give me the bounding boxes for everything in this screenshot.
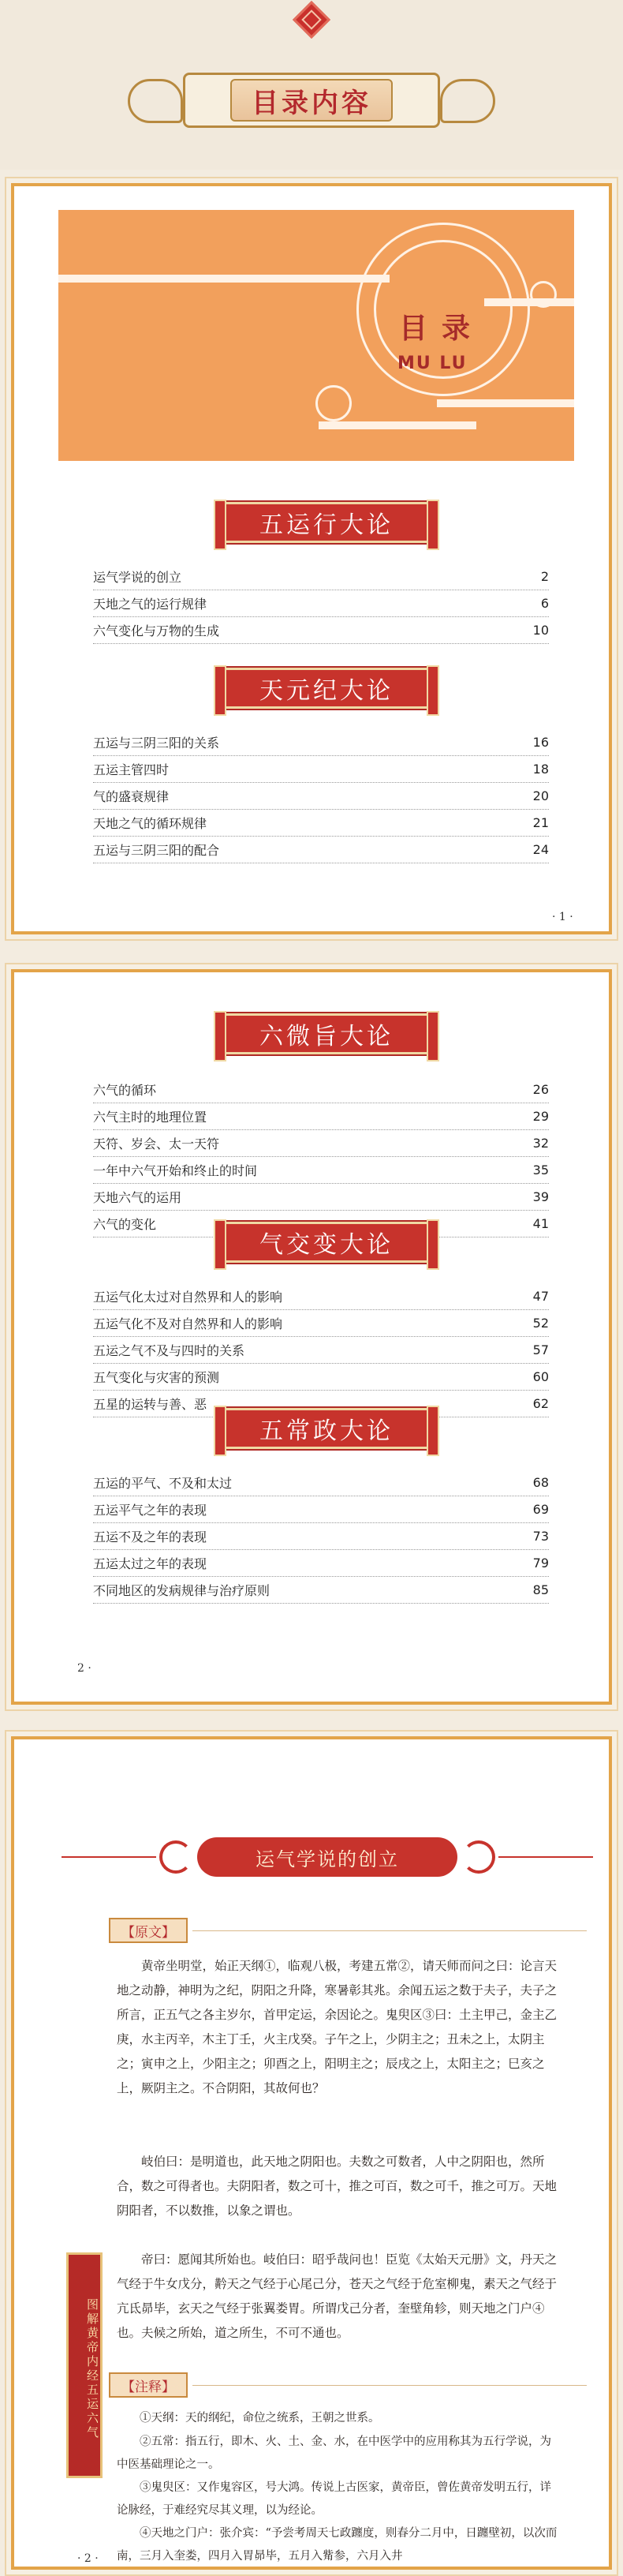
note-item: ③鬼臾区：又作鬼容区，号大鸿。传说上古医家，黄帝臣，曾佐黄帝发明五行，详论脉经，于难经究尽其义理，以为经论。 [117, 2481, 551, 2517]
original-text-label: 【原文】 [121, 1924, 175, 1941]
toc-entry-page: 47 [530, 1289, 549, 1304]
toc-entry[interactable] [93, 1130, 549, 1157]
toc-entry-title: 气的盛衰规律 [93, 787, 172, 805]
toc-entry[interactable] [93, 1496, 549, 1523]
toc-entry[interactable] [93, 564, 549, 590]
content-panel-3 [11, 1736, 612, 2570]
toc-entry-title: 不同地区的发病规律与治疗原则 [93, 1581, 273, 1599]
section-heading-text: 运气学说的创立 [256, 1848, 399, 1870]
toc-entry-page: 79 [530, 1556, 549, 1571]
toc-entry-title: 五运的平气、不及和太过 [93, 1473, 235, 1492]
toc-entry-page: 41 [530, 1216, 549, 1231]
section-heading [197, 1837, 457, 1877]
toc-entry[interactable] [93, 590, 549, 617]
toc-entry-page: 57 [530, 1342, 549, 1357]
toc-entry[interactable] [93, 729, 549, 756]
toc-entry-title: 五气变化与灾害的预测 [93, 1368, 222, 1386]
section-banner [222, 1408, 431, 1449]
toc-entry-page: 68 [530, 1475, 549, 1490]
toc-entry-title: 六气主时的地理位置 [93, 1107, 210, 1125]
section-title: 五运行大论 [259, 511, 394, 539]
toc-entry-title: 天地之气的循环规律 [93, 814, 210, 832]
mulu-cover-image [58, 210, 574, 461]
section-title: 气交变大论 [259, 1231, 394, 1259]
toc-entry-title: 五运气化太过对自然界和人的影响 [93, 1287, 285, 1305]
page-number: 2 · [77, 1662, 91, 1675]
cloud-ornament-right-icon [440, 79, 495, 123]
toc-entry[interactable] [93, 1577, 549, 1604]
toc-entry[interactable] [93, 1103, 549, 1130]
original-paragraph: 帝曰：愿闻其所始也。岐伯曰：昭乎哉问也！臣览《太始天元册》文，丹天之气经于牛女戊分，黅天之气经于心尾己分，苍天之气经于危室柳鬼，素天之气经于亢氐昴毕，玄天之气经于张翼娄胃。所谓戊己分者，奎壁角轸，则天地之门户④也。夫候之所始，道之所生，不可不通也。 [117, 2252, 558, 2340]
toc-entry-title: 六气的变化 [93, 1215, 159, 1233]
note-item: ②五常：指五行，即木、火、土、金、水，在中医学中的应用称其为五行学说，为中医基础理论之一。 [117, 2436, 551, 2471]
toc-entry-page: 39 [530, 1189, 549, 1204]
band-ornament [484, 298, 574, 306]
toc-list [93, 564, 549, 644]
section-title: 五常政大论 [259, 1417, 394, 1445]
toc-entry-page: 29 [530, 1109, 549, 1124]
section-banner [222, 1013, 431, 1054]
original-text-tag [109, 1918, 188, 1943]
toc-entry-page: 2 [538, 569, 549, 584]
cloud-ornament-left-icon [128, 79, 183, 123]
toc-entry-page: 32 [530, 1136, 549, 1151]
toc-entry[interactable] [93, 783, 549, 810]
toc-entry[interactable] [93, 756, 549, 783]
toc-entry-title: 五运之气不及与四时的关系 [93, 1341, 248, 1359]
toc-entry-page: 85 [530, 1582, 549, 1597]
page-header [0, 0, 623, 170]
mulu-title-cn: 目录 [399, 312, 485, 345]
toc-entry[interactable] [93, 1550, 549, 1577]
toc-entry[interactable] [93, 1523, 549, 1550]
page-title: 目录内容 [252, 87, 371, 119]
section-title: 天元纪大论 [259, 677, 394, 705]
toc-entry[interactable] [93, 1470, 549, 1496]
notes-label: 【注释】 [121, 2379, 175, 2395]
toc-panel-1 [11, 183, 612, 934]
toc-entry[interactable] [93, 1283, 549, 1310]
toc-entry-page: 18 [530, 762, 549, 777]
toc-list [93, 1283, 549, 1417]
band-ornament [437, 399, 574, 407]
band-ornament [319, 421, 476, 429]
toc-entry-title: 天地六气的运用 [93, 1188, 185, 1206]
vertical-book-tag: 图解黄帝内经五运六气 [66, 2252, 103, 2478]
toc-entry-page: 73 [530, 1529, 549, 1544]
toc-entry-page: 35 [530, 1163, 549, 1178]
toc-entry-page: 10 [530, 623, 549, 638]
toc-entry-title: 五运气化不及对自然界和人的影响 [93, 1314, 285, 1332]
ring-ornament [315, 385, 352, 421]
toc-entry-title: 五运与三阴三阳的配合 [93, 841, 222, 859]
toc-entry-title: 五运不及之年的表现 [93, 1527, 210, 1545]
toc-panel-2 [11, 969, 612, 1705]
toc-entry-title: 五运太过之年的表现 [93, 1554, 210, 1572]
section-rule-right [498, 1856, 593, 1858]
toc-entry-page: 69 [530, 1502, 549, 1517]
toc-entry[interactable] [93, 617, 549, 644]
toc-entry-title: 五运主管四时 [93, 760, 172, 778]
toc-entry-title: 天地之气的运行规律 [93, 594, 210, 612]
toc-entry-page: 6 [538, 596, 549, 611]
toc-entry[interactable] [93, 1310, 549, 1337]
swirl-right-icon [462, 1840, 495, 1874]
section-banner [222, 502, 431, 543]
title-plate [183, 73, 440, 128]
band-ornament [58, 275, 390, 283]
title-plaque [230, 79, 393, 122]
section-banner [222, 1222, 431, 1263]
toc-entry[interactable] [93, 1337, 549, 1364]
page-number: · 1 · [552, 911, 573, 923]
toc-entry-title: 六气变化与万物的生成 [93, 621, 222, 639]
toc-entry-title: 运气学说的创立 [93, 567, 185, 586]
toc-entry-title: 五运与三阴三阳的关系 [93, 733, 222, 751]
toc-entry[interactable] [93, 1157, 549, 1184]
swirl-left-icon [159, 1840, 192, 1874]
note-item: ④天地之门户：张介宾：“予尝考周天七政躔度，则春分二月中，日躔壁初，以次而南，三月入奎娄，四月入胃昴毕，五月入觜参，六月入井 [117, 2527, 558, 2563]
toc-entry-page: 26 [530, 1082, 549, 1097]
ring-ornament [530, 281, 557, 308]
toc-entry-page: 62 [530, 1396, 549, 1411]
mulu-title-en: MU LU [397, 354, 468, 373]
toc-entry-title: 五星的运转与善、恶 [93, 1395, 210, 1413]
page-number: · 2 · [77, 2552, 99, 2565]
toc-entry-title: 天符、岁会、太一天符 [93, 1134, 222, 1152]
toc-entry[interactable] [93, 1076, 549, 1103]
section-banner [222, 668, 431, 709]
original-paragraph: 岐伯曰：是明道也，此天地之阴阳也。夫数之可数者，人中之阴阳也，然所合，数之可得者也。夫阴阳者，数之可十，推之可百，数之可千，推之可万。天地阴阳者，不以数推，以象之谓也。 [117, 2155, 558, 2218]
toc-entry-page: 21 [530, 815, 549, 830]
toc-list [93, 1076, 549, 1237]
toc-entry-page: 24 [530, 842, 549, 857]
toc-entry-page: 60 [530, 1369, 549, 1384]
toc-entry-title: 六气的循环 [93, 1080, 159, 1099]
toc-entry-page: 20 [530, 788, 549, 803]
section-rule-left [62, 1856, 156, 1858]
toc-entry[interactable] [93, 1364, 549, 1391]
section-title: 六微旨大论 [259, 1023, 394, 1050]
toc-list [93, 1470, 549, 1604]
toc-entry-page: 52 [530, 1316, 549, 1331]
toc-list [93, 729, 549, 863]
toc-entry[interactable] [93, 837, 549, 863]
toc-entry[interactable] [93, 1184, 549, 1211]
toc-entry[interactable] [93, 810, 549, 837]
note-item: ①天纲：天的纲纪，命位之统系，王朝之世系。 [140, 2412, 380, 2424]
notes-tag [109, 2372, 188, 2398]
toc-entry-title: 一年中六气开始和终止的时间 [93, 1161, 260, 1179]
toc-entry-title: 五运平气之年的表现 [93, 1500, 210, 1518]
toc-entry-page: 16 [530, 735, 549, 750]
original-paragraph: 黄帝坐明堂，始正天纲①，临观八极，考建五常②，请天师而问之曰：论言天地之动静，神明为之纪，阴阳之升降，寒暑彰其兆。余闻五运之数于夫子，夫子之所言，正五气之各主岁尔，首甲定运，余因论之。鬼臾区③曰：土主甲己，金主乙庚，水主丙辛，木主丁壬，火主戊癸。子午之上，少阴主之；丑未之上，太阴主之；寅申之上，少阳主之；卯酉之上，阳明主之；辰戌之上，太阳主之；巳亥之上，厥阴主之。不合阴阳，其故何也？ [117, 1959, 558, 2095]
